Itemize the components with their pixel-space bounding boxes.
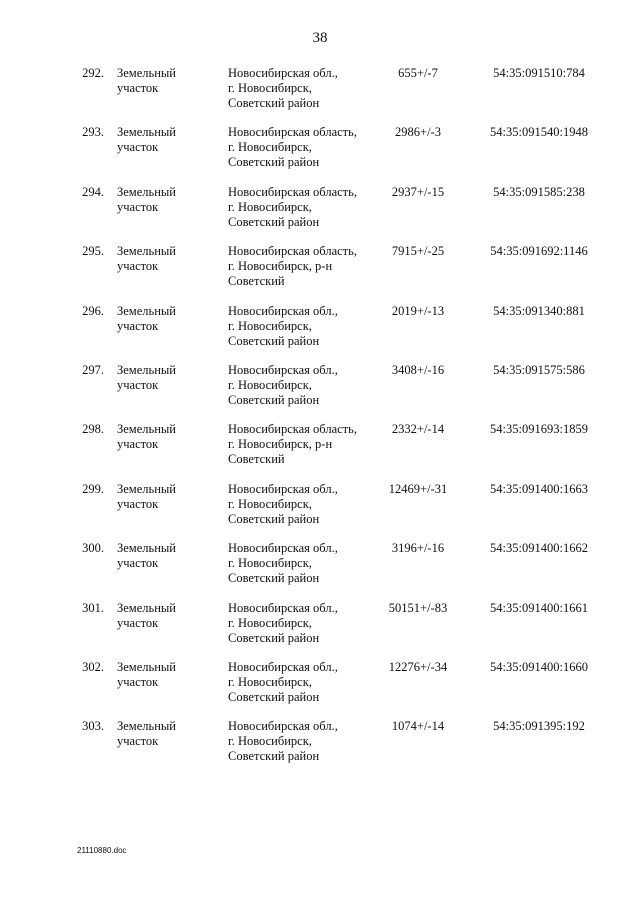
- object-type: Земельный участок: [117, 125, 176, 155]
- object-type: Земельный участок: [117, 659, 176, 689]
- table-row: [0, 125, 640, 184]
- page-number: 38: [312, 30, 328, 46]
- row-number: 299.: [82, 481, 104, 496]
- area: 3196+/-16: [391, 541, 445, 556]
- land-plot-list: [0, 66, 640, 779]
- cadastral-number: 54:35:091693:1859: [490, 422, 588, 437]
- area: 2019+/-13: [391, 303, 445, 318]
- area: 2937+/-15: [391, 184, 445, 199]
- area: 50151+/-83: [388, 600, 448, 615]
- address: Новосибирская обл., г. Новосибирск, Советский район: [228, 659, 338, 704]
- table-row: [0, 244, 640, 303]
- object-type: Земельный участок: [117, 66, 176, 95]
- table-row: [0, 660, 640, 719]
- row-number: 292.: [82, 66, 104, 80]
- area: 12276+/-34: [388, 659, 448, 674]
- row-number: 298.: [82, 422, 104, 437]
- object-type: Земельный участок: [117, 244, 176, 274]
- row-number: 302.: [82, 659, 104, 674]
- address: Новосибирская обл., г. Новосибирск, Советский район: [228, 362, 338, 407]
- address: Новосибирская обл., г. Новосибирск, Советский район: [228, 600, 338, 645]
- table-row: [0, 304, 640, 363]
- row-number: 297.: [82, 362, 104, 377]
- row-number: 303.: [82, 719, 104, 734]
- object-type: Земельный участок: [117, 541, 176, 571]
- address: Новосибирская обл., г. Новосибирск, Советский район: [228, 481, 338, 526]
- address: Новосибирская область, г. Новосибирск, Советский район: [228, 184, 357, 229]
- object-type: Земельный участок: [117, 422, 176, 452]
- cadastral-number: 54:35:091340:881: [493, 303, 585, 318]
- address: Новосибирская обл., г. Новосибирск, Советский район: [228, 719, 338, 764]
- file-name-footer: 21110880.doc: [77, 846, 127, 855]
- cadastral-number: 54:35:091510:784: [493, 66, 585, 80]
- table-row: [0, 363, 640, 422]
- address: Новосибирская область, г. Новосибирск, р-н Советский: [228, 244, 357, 289]
- area: 3408+/-16: [391, 362, 445, 377]
- cadastral-number: 54:35:091400:1660: [490, 659, 588, 674]
- area: 2332+/-14: [391, 422, 445, 437]
- row-number: 293.: [82, 125, 104, 140]
- table-row: [0, 185, 640, 244]
- row-number: 296.: [82, 303, 104, 318]
- object-type: Земельный участок: [117, 481, 176, 511]
- table-row: [0, 541, 640, 600]
- row-number: 295.: [82, 244, 104, 259]
- table-row: [0, 422, 640, 481]
- area: 1074+/-14: [391, 719, 445, 734]
- row-number: 300.: [82, 541, 104, 556]
- cadastral-number: 54:35:091400:1663: [490, 481, 588, 496]
- table-row: [0, 482, 640, 541]
- address: Новосибирская обл., г. Новосибирск, Советский район: [228, 66, 338, 110]
- address: Новосибирская обл., г. Новосибирск, Советский район: [228, 541, 338, 586]
- cadastral-number: 54:35:091585:238: [493, 184, 585, 199]
- object-type: Земельный участок: [117, 362, 176, 392]
- cadastral-number: 54:35:091692:1146: [490, 244, 588, 259]
- cadastral-number: 54:35:091400:1662: [490, 541, 588, 556]
- area: 2986+/-3: [395, 125, 441, 140]
- address: Новосибирская область, г. Новосибирск, р-н Советский: [228, 422, 357, 467]
- cadastral-number: 54:35:091540:1948: [490, 125, 588, 140]
- table-row: [0, 719, 640, 778]
- object-type: Земельный участок: [117, 184, 176, 214]
- object-type: Земельный участок: [117, 719, 176, 749]
- cadastral-number: 54:35:091400:1661: [490, 600, 588, 615]
- cadastral-number: 54:35:091395:192: [493, 719, 585, 734]
- address: Новосибирская область, г. Новосибирск, Советский район: [228, 125, 357, 170]
- cadastral-number: 54:35:091575:586: [493, 362, 585, 377]
- table-row: [0, 66, 640, 125]
- object-type: Земельный участок: [117, 303, 176, 333]
- area: 7915+/-25: [391, 244, 445, 259]
- area: 12469+/-31: [388, 481, 448, 496]
- area: 655+/-7: [398, 66, 438, 80]
- address: Новосибирская обл., г. Новосибирск, Советский район: [228, 303, 338, 348]
- table-row: [0, 601, 640, 660]
- object-type: Земельный участок: [117, 600, 176, 630]
- row-number: 301.: [82, 600, 104, 615]
- row-number: 294.: [82, 184, 104, 199]
